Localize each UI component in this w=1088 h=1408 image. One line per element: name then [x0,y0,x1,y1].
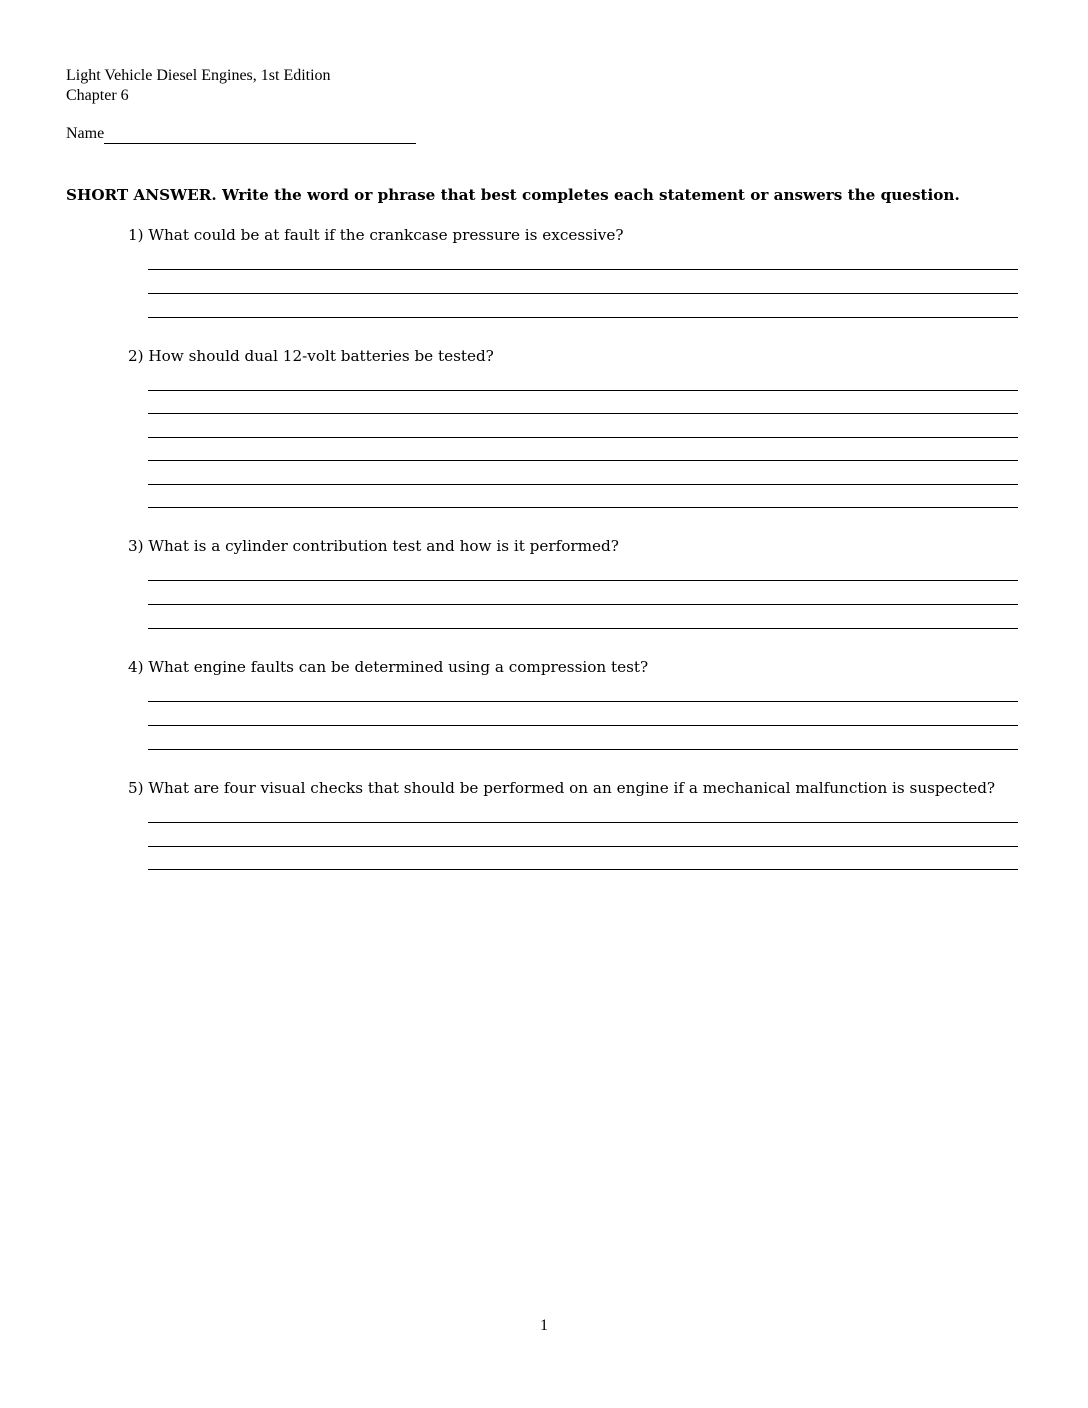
name-label: Name [66,125,105,142]
document-header [66,66,331,106]
answer-line [148,604,1018,605]
answer-line [148,413,1018,414]
answer-line [148,628,1018,629]
name-field-row [66,124,416,144]
answer-line [148,701,1018,702]
question-2: 2) How should dual 12-volt batteries be tested? [128,347,494,365]
page-number: 1 [540,1317,548,1334]
answer-line [148,846,1018,847]
answer-line [148,484,1018,485]
question-1: 1) What could be at fault if the crankcase pressure is excessive? [128,226,624,244]
answer-line [148,749,1018,750]
answer-line [148,293,1018,294]
book-title: Light Vehicle Diesel Engines, 1st Edition [66,67,331,84]
section-instructions: SHORT ANSWER. Write the word or phrase that best completes each statement or answers the question. [66,186,960,204]
question-4: 4) What engine faults can be determined using a compression test? [128,658,649,676]
question-5: 5) What are four visual checks that should be performed on an engine if a mechanical malfunction is suspected? [128,779,996,797]
answer-line [148,822,1018,823]
answer-line [148,869,1018,870]
answer-line [148,269,1018,270]
answer-line [148,580,1018,581]
answer-line [148,317,1018,318]
name-blank-line [104,125,416,144]
answer-line [148,725,1018,726]
answer-line [148,437,1018,438]
question-3: 3) What is a cylinder contribution test and how is it performed? [128,537,619,555]
answer-line [148,460,1018,461]
answer-line [148,390,1018,391]
answer-line [148,507,1018,508]
chapter-label: Chapter 6 [66,87,129,104]
